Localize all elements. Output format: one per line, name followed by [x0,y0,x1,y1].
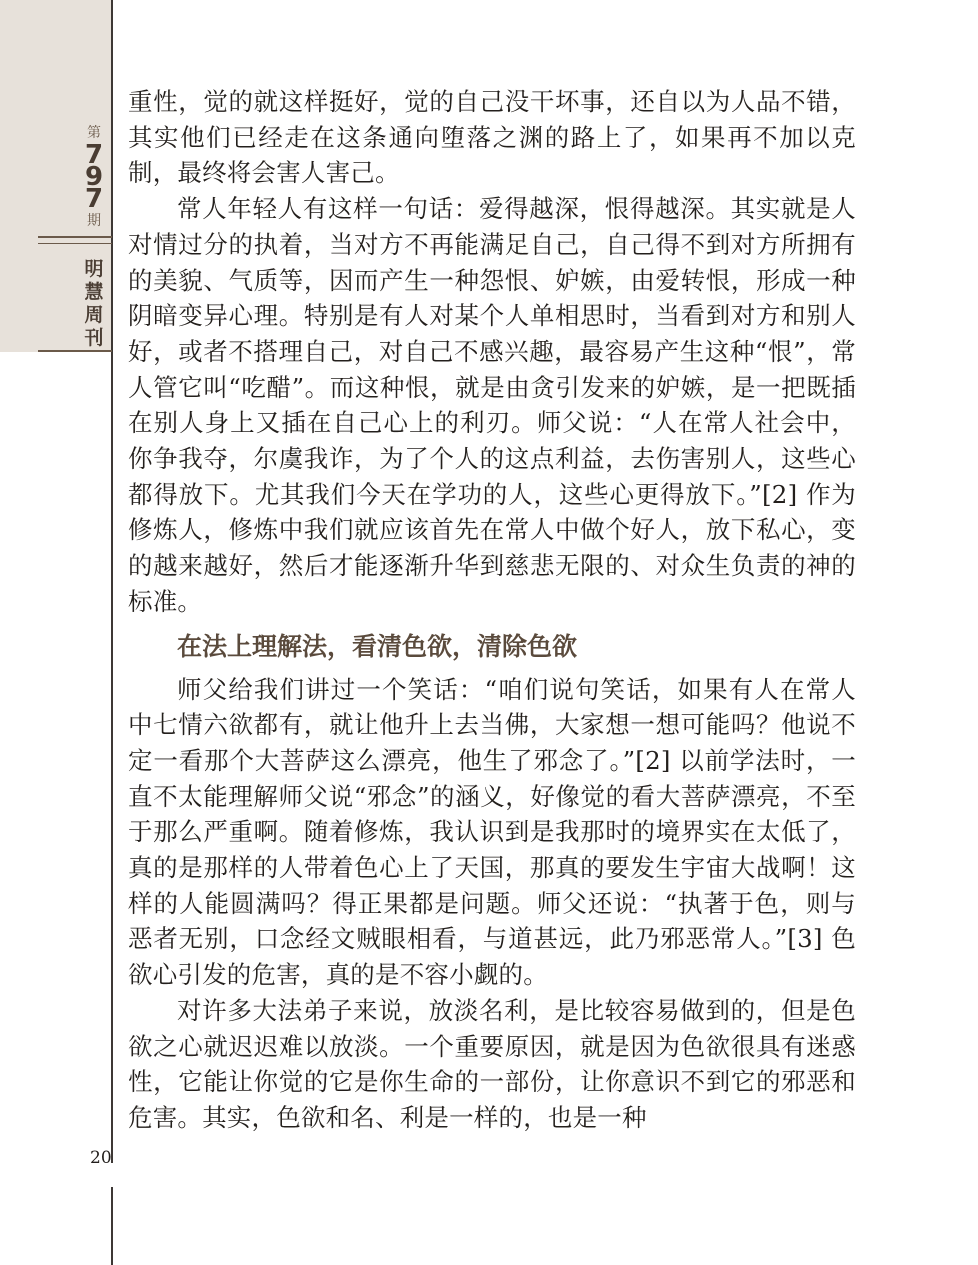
issue-prefix: 第 [87,125,101,141]
paragraph: 对许多大法弟子来说，放淡名利，是比较容易做到的，但是色欲之心就迟迟难以放淡。一个重要原因，就是因为色欲很具有迷惑性，它能让你觉的它是你生命的一部份，让你意识不到它的邪恶和危害。其实，色欲和名、利是一样的，也是一种 [128,995,856,1132]
sidebar-divider-bottom [38,350,112,352]
paragraph: 重性，觉的就这样挺好，觉的自己没干坏事，还自以为人品不错，其实他们已经走在这条通向堕落之渊的路上了，如果再不加以克制，最终将会害人害己。 [128,87,856,188]
page-number: 20 [90,1148,112,1168]
article-body [128,84,856,1136]
sidebar-divider [38,236,112,244]
paragraph: 师父给我们讲过一个笑话：“咱们说句笑话，如果有人在常人中七情六欲都有，就让他升上去当佛，大家想一想可能吗？他说不定一看那个大菩萨这么漂亮，他生了邪念了。”[2] 以前学法时，一直不太能理解师父说“邪念”的涵义，好像觉的看大菩萨漂亮，不至于那么严重啊。随着修炼，我认识到是我那时的境界实在太低了，真的是那样的人带着色心上了天国，那真的要发生宇宙大战啊！这样的人能圆满吗？得正果都是问题。师父还说：“执著于色，则与恶者无别，口念经文贼眼相看，与道甚远，此乃邪恶常人。”[3] 色欲心引发的危害，真的是不容小觑的。 [128,674,856,990]
issue-suffix: 期 [87,213,101,229]
issue-number: 797 [84,140,104,214]
paragraph: 常人年轻人有这样一句话：爱得越深，恨得越深。其实就是人对情过分的执着，当对方不再能满足自己，自己得不到对方所拥有的美貌、气质等，因而产生一种怨恨、妒嫉，由爱转恨，形成一种阴暗变异心理。特别是有人对某个人单相思时，当看到对方和别人好，或者不搭理自己，对自己不感兴趣，最容易产生这种“恨”，常人管它叫“吃醋”。而这种恨，就是由贪引发来的妒嫉，是一把既插在别人身上又插在自己心上的利刃。师父说：“人在常人社会中，你争我夺，尔虞我诈，为了个人的这点利益，去伤害别人，这些心都得放下。尤其我们今天在学功的人，这些心更得放下。”[2] 作为修炼人，修炼中我们就应该首先在常人中做个好人，放下私心，变的越来越好，然后才能逐渐升华到慈悲无限的、对众生负责的神的标准。 [128,194,856,616]
magazine-title: 明慧周刊 [84,258,104,349]
section-heading: 在法上理解法，看清色欲，清除色欲 [177,631,578,661]
issue-label [76,124,112,230]
